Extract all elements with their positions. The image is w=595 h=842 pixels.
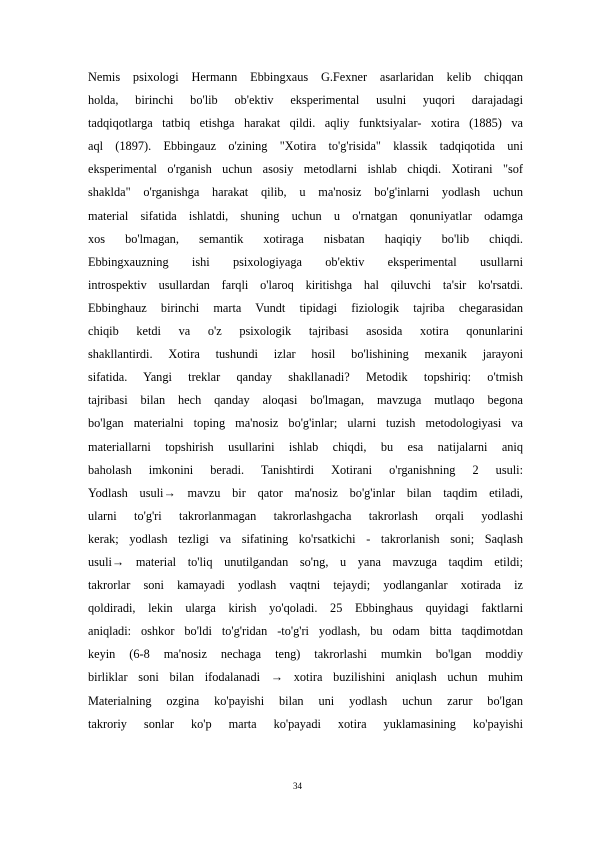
text-line: holda, birinchi bo'lib ob'ektiv eksperimental usulni yuqori darajadagi (88, 93, 523, 108)
text-line: Nemis psixologi Hermann Ebbingxaus G.Fexner asarlaridan kelib chiqqan (88, 70, 523, 84)
text-line: tadqiqotlarga tatbiq etishga harakat qildi. aqliy funktsiyalar- xotira (1885) va (88, 116, 523, 131)
text-line: takrorlar soni kamayadi yodlash vaqtni tejaydi; yodlanganlar xotirada iz (88, 578, 523, 593)
text-line: xos bo'lmagan, semantik xotiraga nisbatan haqiqiy bo'lib chiqdi. (88, 231, 523, 246)
text-line: shakllantirdi. Xotira tushundi izlar hosil bo'lishining mexanik jarayoni (88, 347, 523, 362)
text-line: chiqib ketdi va o'z psixologik tajribasi asosida xotira qonunlarini (88, 324, 523, 339)
text-line: qoldiradi, lekin ularga kirish yo'qoladi. 25 Ebbinghaus quyidagi faktlarni (88, 601, 523, 616)
text-line: aniqladi: oshkor bo'ldi to'g'ridan -to'g'ri yodlash, bu odam bitta taqdimotdan (88, 624, 523, 639)
text-line: takroriy sonlar ko'p marta ko'payadi xotira yuklamasining ko'payishi (88, 716, 523, 731)
text-line: sifatida. Yangi treklar qanday shakllanadi? Metodik topshiriq: o'tmish (88, 370, 523, 385)
text-line: usuli→ material to'liq unutilgandan so'ng, u yana mavzuga taqdim etildi; (88, 554, 523, 569)
page-number: 34 (293, 781, 302, 791)
text-line: kerak; yodlash tezligi va sifatining ko'rsatkichi - takrorlanish soni; Saqlash (88, 531, 523, 546)
text-line: shaklda" o'rganishga harakat qilib, u ma'nosiz bo'g'inlarni yodlash uchun (88, 185, 523, 200)
text-line: Yodlash usuli→ mavzu bir qator ma'nosiz bo'g'inlar bilan taqdim etiladi, (88, 485, 523, 500)
text-line: keyin (6-8 ma'nosiz nechaga teng) takrorlashi mumkin bo'lgan moddiy (88, 647, 523, 662)
text-line: Ebbingxauzning ishi psixologiyaga ob'ektiv eksperimental usullarni (88, 254, 523, 269)
text-line: aql (1897). Ebbingauz o'zining "Xotira to'g'risida" klassik tadqiqotida uni (88, 139, 523, 154)
text-line: introspektiv usullardan farqli o'laroq kiritishga hal qiluvchi ta'sir ko'rsatdi. (88, 277, 523, 292)
text-line: Ebbinghauz birinchi marta Vundt tipidagi fiziologik tajriba chegarasidan (88, 300, 523, 315)
text-line: birliklar soni bilan ifodalanadi → xotira buzilishini aniqlash uchun muhim (88, 670, 523, 685)
text-line: material sifatida ishlatdi, shuning uchun u o'rnatgan qonuniyatlar odamga (88, 208, 523, 223)
body-text (88, 66, 523, 736)
text-line: tajribasi bilan hech qanday aloqasi bo'lmagan, mavzuga mutlaqo begona (88, 393, 523, 408)
text-line: Materialning ozgina ko'payishi bilan uni yodlash uchun zarur bo'lgan (88, 693, 523, 708)
text-line: materiallarni topshirish usullarini ishlab chiqdi, bu esa natijalarni aniq (88, 439, 523, 454)
text-line: bo'lgan materialni toping ma'nosiz bo'g'inlar; ularni tuzish metodologiyasi va (88, 416, 523, 431)
text-line: eksperimental o'rganish uchun asosiy metodlarni ishlab chiqdi. Xotirani "sof (88, 162, 523, 177)
text-line: baholash imkonini beradi. Tanishtirdi Xotirani o'rganishning 2 usuli: (88, 462, 523, 477)
text-line: ularni to'g'ri takrorlanmagan takrorlashgacha takrorlash orqali yodlashi (88, 508, 523, 523)
